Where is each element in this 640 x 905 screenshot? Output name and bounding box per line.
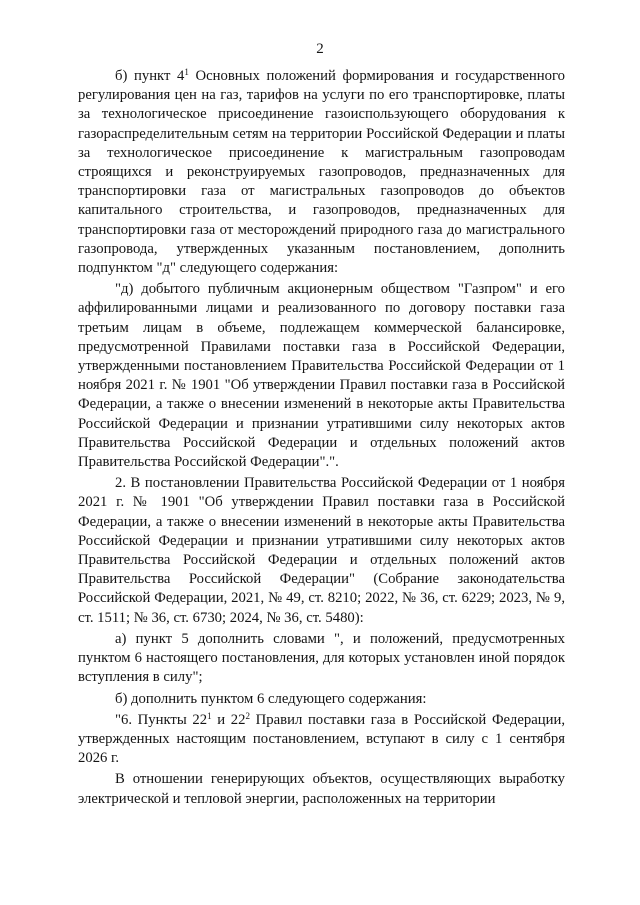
paragraph-a: а) пункт 5 дополнить словами ", и положений, предусмотренных пунктом 6 настоящего постановления, для которых установлен иной порядок вступления в силу"; <box>78 630 565 686</box>
document-body <box>78 67 565 809</box>
superscript: 2 <box>245 710 250 721</box>
paragraph-text: Правил поставки газа в Российской Федерации, утвержденных настоящим постановлением, вступают в силу с 1 сентября 2026 г. <box>78 711 565 767</box>
paragraph-b-item-4-1 <box>78 67 565 278</box>
paragraph-item-2: 2. В постановлении Правительства Российской Федерации от 1 ноября 2021 г. № 1901 "Об утверждении Правил поставки газа в Российской Федерации, а также о внесении изменений в некоторые акты Правительства Российской Федерации и признании утратившими силу некоторых актов Правительства Российской Федерации и отдельных положений актов Правительства Российской Федерации" (Собрание законодательства Российской Федерации, 2021, № 49, ст. 8210; 2022, № 36, ст. 6229; 2023, № 9, ст. 1511; № 36, ст. 6730; 2024, № 36, ст. 5480): <box>78 475 565 626</box>
paragraph-item-6 <box>78 711 565 769</box>
paragraph-generating-objects: В отношении генерирующих объектов, осуществляющих выработку электрической и тепловой энергии, расположенных на территории <box>78 771 565 807</box>
paragraph-text: б) пункт 4 <box>115 68 185 84</box>
superscript: 1 <box>184 67 189 77</box>
paragraph-text: "6. Пункты 22 <box>115 711 208 728</box>
paragraph-b: б) дополнить пунктом 6 следующего содержания: <box>115 690 427 707</box>
paragraph-text: Основных положений формирования и государственного регулирования цен на газ, тарифов на услуги по его транспортировке, платы за технологическое присоединение газоиспользующего оборудования к газораспределительным сетям на территории Российской Федерации и платы за технологическое присоединение к магистральным газопроводам строящихся и реконструируемых газопроводов, предназначенных для транспортировки газа от магистральных газопроводов до объектов капитального строительства, и газопроводов, предназначенных для транспортировки газа от месторождений природного газа до магистрального газопровода, утвержденных указанным постановлением, дополнить подпунктом "д" следующего содержания: <box>78 68 565 277</box>
superscript: 1 <box>207 710 212 721</box>
paragraph-text: и 22 <box>211 711 246 728</box>
page-number: 2 <box>316 41 324 57</box>
paragraph-subitem-d: "д) добытого публичным акционерным обществом "Газпром" и его аффилированными лицами и реализованного по договору поставки газа третьим лицам в объеме, подлежащем коммерческой балансировке, предусмотренной Правилами поставки газа в Российской Федерации, утвержденными постановлением Правительства Российской Федерации от 1 ноября 2021 г. № 1901 "Об утверждении Правил поставки газа в Российской Федерации, а также о внесении изменений в некоторые акты Правительства Российской Федерации и признании утратившими силу некоторых актов Правительства Российской Федерации и отдельных положений актов Правительства Российской Федерации".". <box>78 281 565 471</box>
